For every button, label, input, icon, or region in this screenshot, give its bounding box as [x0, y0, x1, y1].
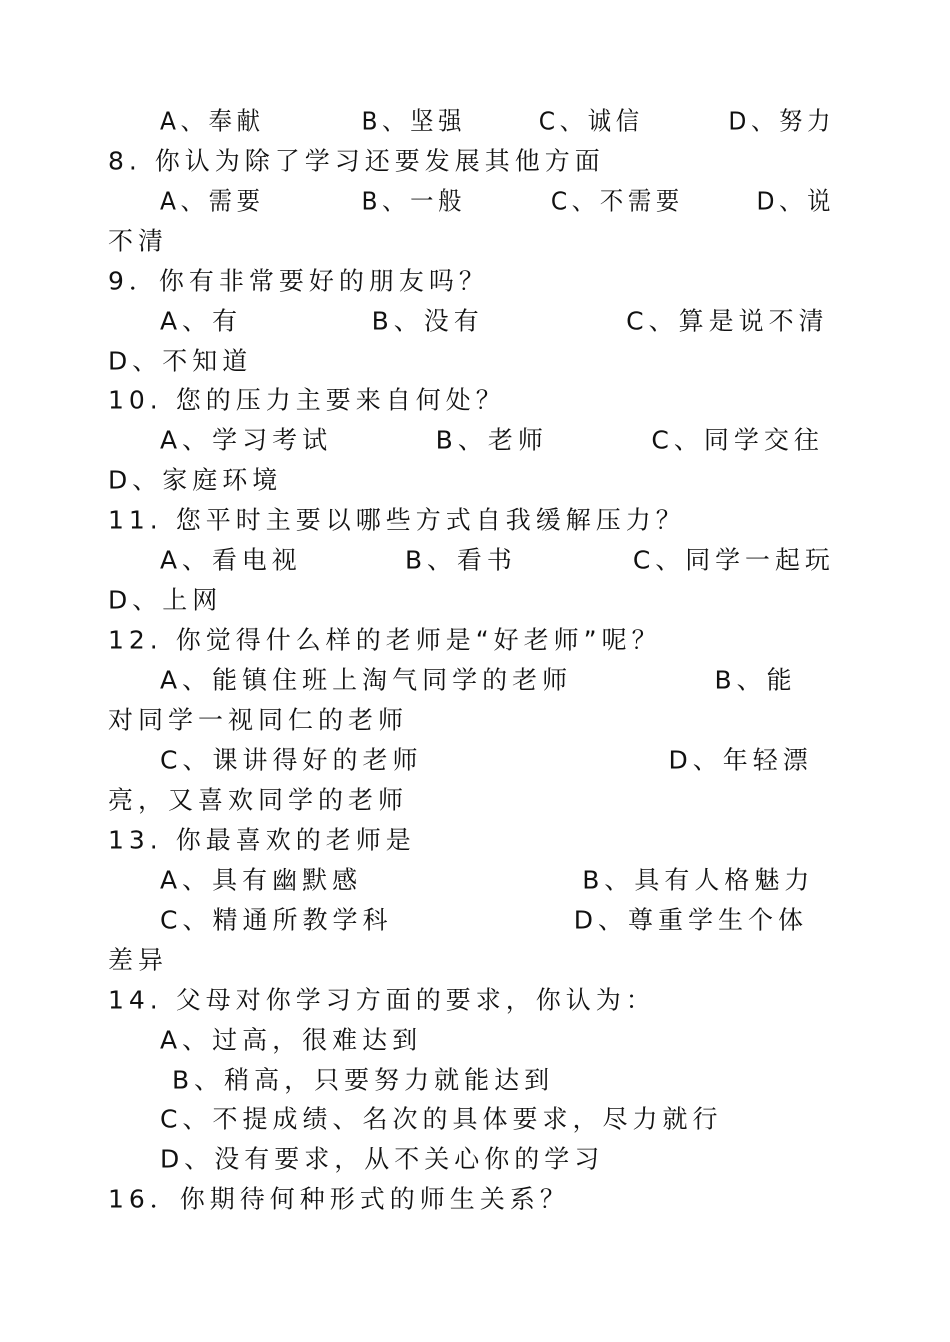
- q9-options: A、有 B、没有 C、算是说不清: [160, 306, 829, 336]
- q8-options-continued: 不清: [108, 226, 169, 256]
- q10-options: A、学习考试 B、老师 C、同学交往: [160, 425, 824, 455]
- q9-options-continued: D、不知道: [108, 346, 253, 376]
- q12-options-ab: A、能镇住班上淘气同学的老师 B、能: [160, 665, 797, 695]
- q12-options-cd: C、课讲得好的老师 D、年轻漂: [160, 745, 813, 775]
- q10-options-continued: D、家庭环境: [108, 465, 283, 495]
- q8-options: A、需要 B、一般 C、不需要 D、说: [160, 186, 836, 216]
- q11-question: 11. 您平时主要以哪些方式自我缓解压力？: [108, 505, 686, 535]
- q11-options: A、看电视 B、看书 C、同学一起玩: [160, 545, 835, 575]
- q14-question: 14. 父母对你学习方面的要求，你认为：: [108, 985, 656, 1015]
- q13-options-ab: A、具有幽默感 B、具有人格魅力: [160, 865, 815, 895]
- q13-options-cd-continued: 差异: [108, 945, 169, 975]
- q14-option-d: D、没有要求，从不关心你的学习: [160, 1144, 605, 1174]
- q14-option-c: C、不提成绩、名次的具体要求，尽力就行: [160, 1104, 723, 1134]
- q14-option-b: B、稍高，只要努力就能达到: [172, 1065, 555, 1095]
- q16-question: 16．你期待何种形式的师生关系？: [108, 1184, 570, 1214]
- q13-question: 13. 你最喜欢的老师是: [108, 825, 416, 855]
- q12-options-ab-continued: 对同学一视同仁的老师: [108, 705, 409, 735]
- q10-question: 10. 您的压力主要来自何处？: [108, 385, 506, 415]
- q7-options: A、奉献 B、坚强 C、诚信 D、努力: [160, 106, 836, 136]
- q12-options-cd-continued: 亮，又喜欢同学的老师: [108, 785, 409, 815]
- q8-question: 8. 你认为除了学习还要发展其他方面: [108, 146, 605, 176]
- q12-question: 12. 你觉得什么样的老师是“好老师”呢？: [108, 625, 662, 655]
- q11-options-continued: D、上网: [108, 585, 223, 615]
- q14-option-a: A、过高，很难达到: [160, 1025, 423, 1055]
- q9-question: 9．你有非常要好的朋友吗？: [108, 266, 489, 296]
- q13-options-cd: C、精通所教学科 D、尊重学生个体: [160, 905, 808, 935]
